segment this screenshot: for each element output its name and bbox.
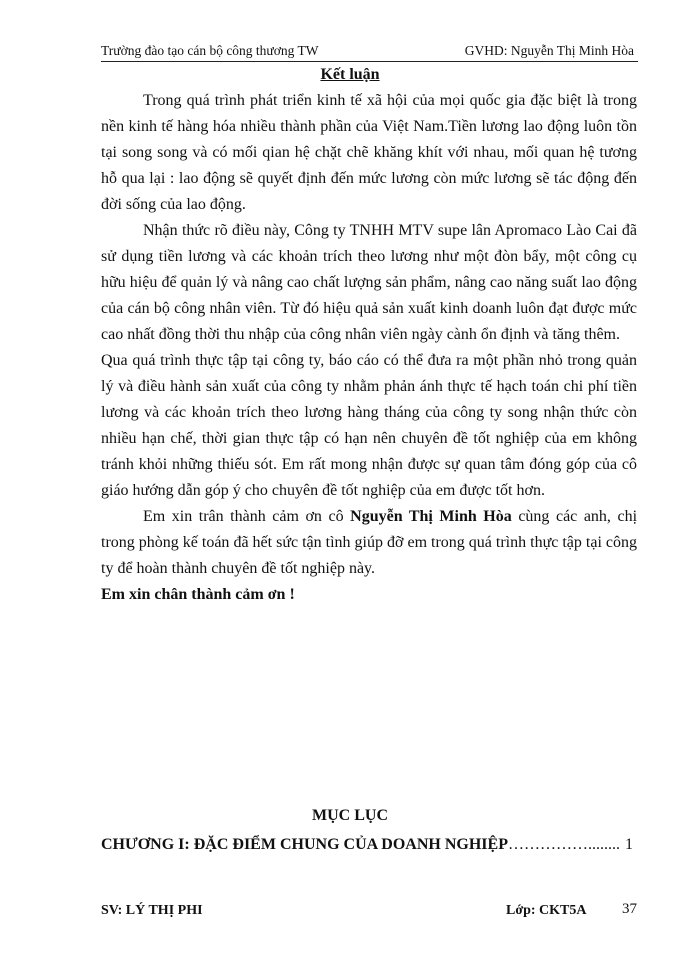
paragraph-1: Trong quá trình phát triển kinh tế xã hội của mọi quốc gia đặc biệt là trong nền kinh tế hàng hóa nhiều thành phần của Việt Nam.Tiền lương lao động luôn tồn tại song song và có mối qian hệ chặt chẽ khăng khít với nhau, mối quan hệ tương hỗ qua lại : lao động sẽ quyết định đến mức lương còn mức lương sẽ tác động đến đời sống của lao động.: [101, 92, 637, 213]
toc-entry: [101, 836, 633, 854]
toc-entry-label: CHƯƠNG I: ĐẶC ĐIỂM CHUNG CỦA DOANH NGHIỆP: [101, 836, 508, 853]
footer-class: Lớp: CKT5A: [506, 903, 587, 918]
conclusion-body: [101, 88, 637, 608]
toc-entry-page: 1: [625, 836, 633, 853]
paragraph-2: Nhận thức rõ điều này, Công ty TNHH MTV supe lân Apromaco Lào Cai đã sử dụng tiền lương và các khoản trích theo lương như một đòn bẩy, một công cụ hữu hiệu để quản lý và nâng cao chất lượng sản phẩm, nâng cao năng suất lao động của cán bộ công nhân viên. Từ đó hiệu quả sản xuất kinh doanh luôn đạt được mức cao nhất đồng thời thu nhập của công nhân viên ngày cành ổn định và tăng thêm.: [101, 222, 637, 343]
toc-title: MỤC LỤC: [312, 807, 388, 824]
paragraph-4-start: Em xin trân thành cảm ơn cô: [143, 508, 351, 525]
closing-line: Em xin chân thành cảm ơn !: [101, 586, 295, 603]
footer-student: SV: LÝ THỊ PHI: [101, 903, 203, 918]
toc-entry-dots: ……………........: [507, 836, 620, 853]
advisor-name: Nguyễn Thị Minh Hòa: [350, 508, 512, 525]
header-school: Trường đào tạo cán bộ công thương TW: [101, 43, 319, 58]
header-advisor: GVHD: Nguyễn Thị Minh Hòa: [464, 43, 634, 58]
paragraph-3: Qua quá trình thực tập tại công ty, báo cáo có thể đưa ra một phần nhỏ trong quản lý và điều hành sản xuất của công ty nhằm phản ánh thực tế hạch toán chi phí tiền lương và các khoản trích theo lương hàng tháng của công ty song nhận thức còn nhiều hạn chế, thời gian thực tập có hạn nên chuyên đề tốt nghiệp của em không tránh khỏi những thiếu sót. Em rất mong nhận được sự quan tâm đóng góp của cô giáo hướng dẫn góp ý cho chuyên đề tốt nghiệp của em được tốt hơn.: [101, 352, 637, 499]
paragraph-4: [101, 504, 637, 582]
page-number: 37: [622, 901, 637, 917]
conclusion-title: Kết luận: [320, 66, 380, 83]
paragraph-4-end: cùng các anh, chị trong phòng kế toán đã hết sức tận tình giúp đỡ em trong quá trình thực tập tại công ty để hoàn thành chuyên đề tốt nghiệp này.: [101, 508, 638, 577]
page-header: [101, 43, 638, 62]
